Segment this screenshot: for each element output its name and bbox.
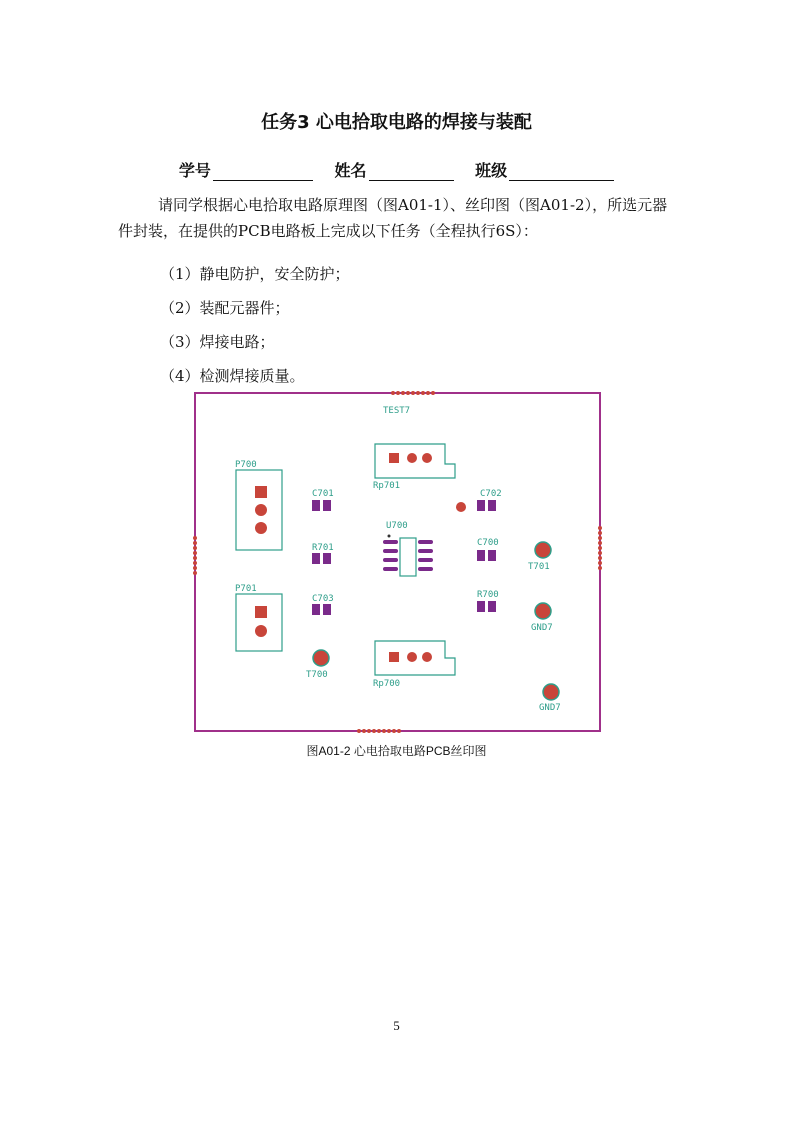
resistor-r701 [312, 543, 334, 564]
task-item-4: （4）检测焊接质量。 [160, 367, 305, 385]
label-rp701: Rp701 [373, 481, 401, 491]
label-u700: U700 [386, 521, 408, 531]
class-label: 班级 [475, 161, 508, 180]
label-c703: C703 [312, 594, 334, 604]
cap-c703 [312, 594, 334, 615]
label-rp700: Rp700 [373, 679, 401, 689]
label-c701: C701 [312, 489, 334, 499]
via-pad [456, 502, 466, 512]
intro-paragraph: 请同学根据心电拾取电路原理图（图A01-1）、丝印图（图A01-2），所选元器件封装，在提供的PCB电路板上完成以下任务（全程执行6S）： [118, 196, 668, 240]
label-gnd-b: GND7 [539, 703, 561, 713]
testpoint-gnd-a [531, 603, 553, 633]
label-t700: T700 [306, 670, 328, 680]
label-c702: C702 [480, 489, 502, 499]
figure-caption: 图A01-2 心电拾取电路PCB丝印图 [306, 744, 487, 758]
pot-rp700 [373, 641, 455, 689]
student-id-label: 学号 [178, 161, 211, 180]
testpoint-t701 [528, 542, 551, 572]
label-gnd-a: GND7 [531, 623, 553, 633]
label-r701: R701 [312, 543, 334, 553]
testpoint-gnd-b [539, 684, 561, 713]
student-id-blank[interactable] [213, 162, 313, 181]
label-c700: C700 [477, 538, 499, 548]
task-item-1: （1）静电防护，安全防护； [160, 265, 350, 283]
class-blank[interactable] [509, 162, 614, 181]
cap-c700 [477, 538, 499, 561]
testpoint-t700 [306, 650, 329, 680]
label-p700: P700 [235, 460, 257, 470]
label-test: TEST7 [383, 406, 411, 416]
page-title: 任务3 心电拾取电路的焊接与装配 [261, 112, 532, 133]
label-p701: P701 [235, 584, 257, 594]
name-label: 姓名 [334, 161, 367, 180]
ic-u700 [383, 521, 433, 576]
pot-rp701 [373, 444, 455, 491]
task-item-2: （2）装配元器件； [160, 299, 290, 317]
pcb-silkscreen-diagram [193, 390, 605, 735]
connector-p700 [235, 460, 282, 550]
task-item-3: （3）焊接电路； [160, 333, 275, 351]
page-number: 5 [393, 1018, 400, 1033]
cap-c701 [312, 489, 334, 511]
connector-p701 [235, 584, 282, 651]
label-t701: T701 [528, 562, 550, 572]
cap-c702 [477, 489, 502, 511]
name-blank[interactable] [369, 162, 454, 181]
resistor-r700 [477, 590, 499, 612]
label-r700: R700 [477, 590, 499, 600]
student-info-fields [0, 158, 793, 181]
